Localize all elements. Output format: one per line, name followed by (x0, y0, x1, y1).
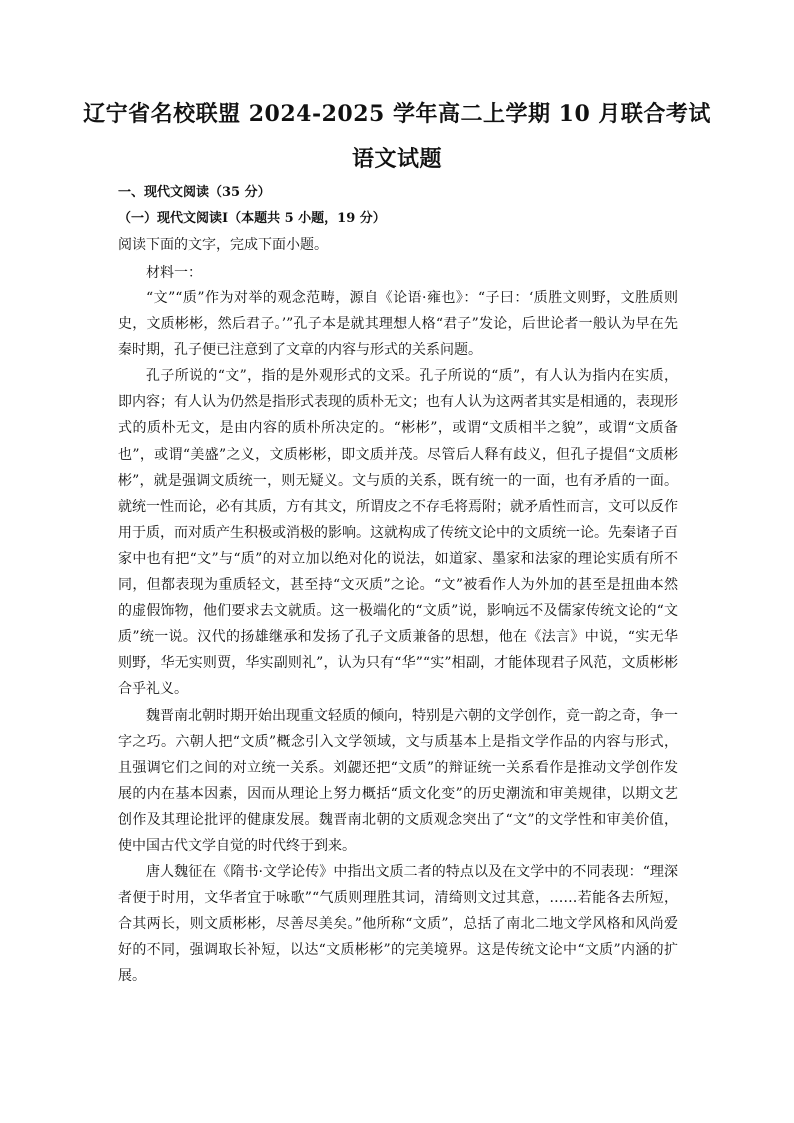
passage-paragraph-3: 魏晋南北朝时期开始出现重文轻质的倾向，特别是六朝的文学创作，竞一韵之奇，争一字之巧。六朝人把“文质”概念引入文学领域，文与质基本上是指文学作品的内容与形式，且强调它们之间的对立统一关系。刘勰还把“文质”的辩证统一关系看作是推动文学创作发展的内在基本因素，因而从理论上努力概括“质文化变”的历史潮流和审美规律，以期文艺创作及其理论批评的健康发展。魏晋南北朝的文质观念突出了“文”的文学性和审美价值，使中国古代文学自觉的时代终于到来。 (118, 707, 678, 854)
instructions: 阅读下面的文字，完成下面小题。 (118, 237, 328, 253)
passage-paragraph-1: “文”“质”作为对举的观念范畴，源自《论语·雍也》：“子曰：‘质胜文则野，文胜质则史，文质彬彬，然后君子。’”孔子本是就其理想人格“君子”发论，后世论者一般认为早在先秦时期，孔子便已注意到了文章的内容与形式的关系问题。 (118, 290, 678, 359)
passage-paragraph-2: 孔子所说的“文”，指的是外观形式的文采。孔子所说的“质”，有人认为指内在实质，即内容；有人认为仍然是指形式表现的质朴无文；也有人认为这两者其实是相通的，表现形式的质朴无文，是由内容的质朴所决定的。“彬彬”，或谓“文质相半之貌”，或谓“文质备也”，或谓“美盛”之义，文质彬彬，即文质并茂。尽管后人释有歧义，但孔子提倡“文质彬彬”，就是强调文质统一，则无疑义。文与质的关系，既有统一的一面，也有矛盾的一面。就统一性而论，必有其质，方有其文，所谓皮之不存毛将焉附；就矛盾性而言，文可以反作用于质，而对质产生积极或消极的影响。这就构成了传统文论中的文质统一论。先秦诸子百家中也有把“文”与“质”的对立加以绝对化的说法，如道家、墨家和法家的理论实质有所不同，但都表现为重质轻文，甚至持“文灭质”之论。“文”被看作人为外加的甚至是扭曲本然的虚假饰物，他们要求去文就质。这一极端化的“文质”说，影响远不及儒家传统文论的“文质”统一说。汉代的扬雄继承和发扬了孔子文质兼备的思想，他在《法言》中说，“实无华则野，华无实则贾，华实副则礼”，认为只有“华”“实”相副，才能体现君子风范，文质彬彬合乎礼义。 (118, 368, 678, 698)
subsection-heading: （一）现代文阅读Ⅰ（本题共 5 小题，19 分） (118, 211, 386, 226)
passage-paragraph-4: 唐人魏征在《隋书·文学论传》中指出文质二者的特点以及在文学中的不同表现：“理深者便于时用，文华者宜于咏歌”“气质则理胜其词，清绮则文过其意，……若能各去所短，合其两长，则文质彬彬，尽善尽美矣。”他所称“文质”，总括了南北二地文学风格和风尚爱好的不同，强调取长补短，以达“文质彬彬”的完美境界。这是传统文论中“文质”内涵的扩展。 (118, 864, 678, 985)
reading-passage (118, 285, 678, 990)
exam-subject-title: 语文试题 (351, 146, 442, 172)
exam-title: 辽宁省名校联盟 2024-2025 学年高二上学期 10 月联合考试 (83, 101, 711, 127)
material-label: 材料一： (146, 265, 202, 281)
section-heading: 一、现代文阅读（35 分） (118, 185, 271, 200)
